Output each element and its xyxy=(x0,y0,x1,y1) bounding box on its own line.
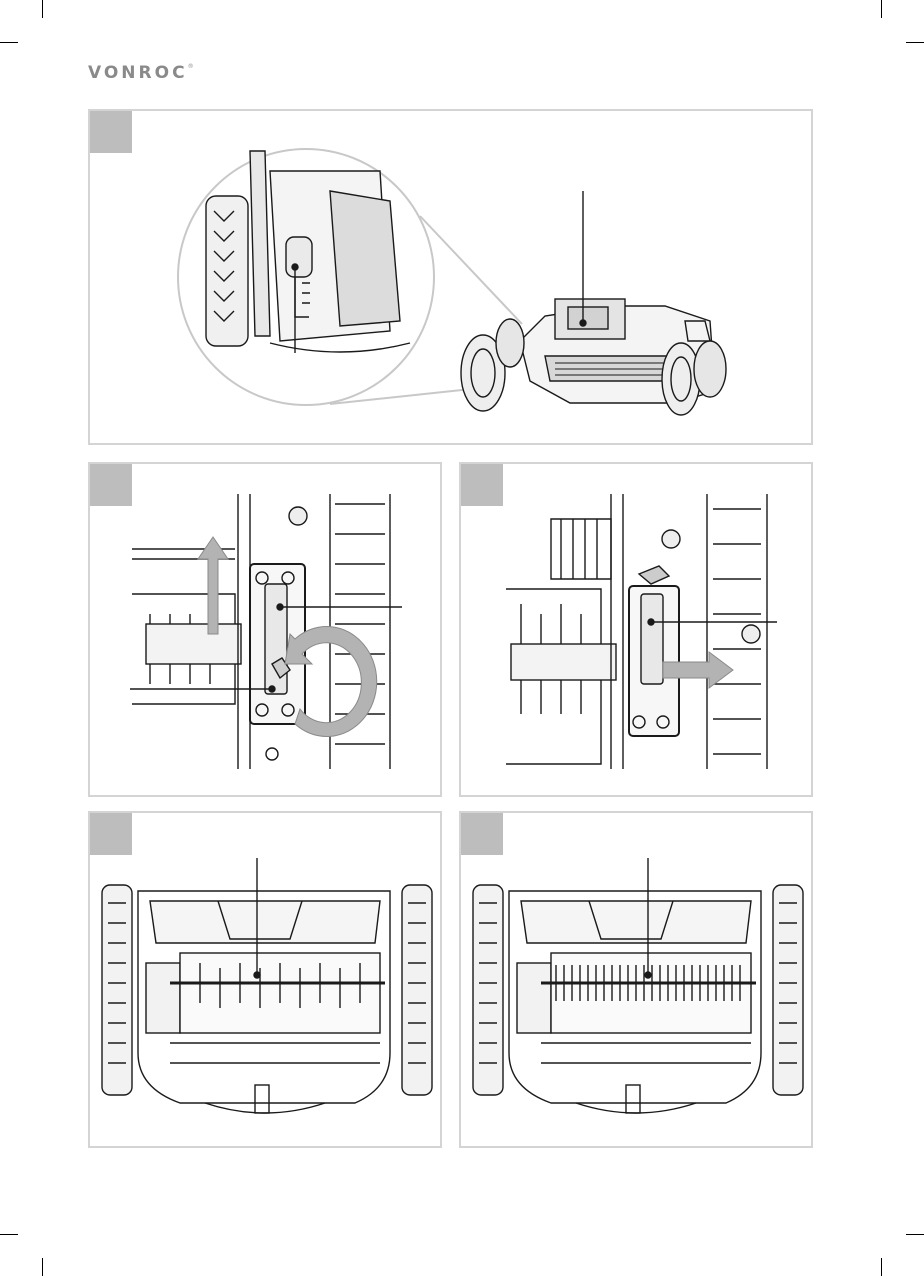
figure-panel-4 xyxy=(88,811,442,1148)
aerator-roller-illustration xyxy=(461,813,813,1148)
figure-panel-3 xyxy=(459,462,813,797)
brand-logo-text: VONROC xyxy=(88,63,188,83)
trademark-symbol: ® xyxy=(187,63,194,70)
crop-mark xyxy=(881,0,882,18)
crop-mark xyxy=(906,42,924,43)
crop-mark xyxy=(42,0,43,18)
release-lever-illustration xyxy=(90,464,442,797)
crop-mark xyxy=(42,1258,43,1276)
slide-lever-illustration xyxy=(461,464,813,797)
crop-mark xyxy=(906,1234,924,1235)
figure-panel-1 xyxy=(88,109,813,445)
brand-logo xyxy=(88,63,194,83)
figure-panel-2 xyxy=(88,462,442,797)
scarifier-roller-illustration xyxy=(90,813,442,1148)
figure-panel-5 xyxy=(459,811,813,1148)
crop-mark xyxy=(881,1258,882,1276)
crop-mark xyxy=(0,1234,18,1235)
crop-mark xyxy=(0,42,18,43)
mower-overview-illustration xyxy=(90,111,813,445)
